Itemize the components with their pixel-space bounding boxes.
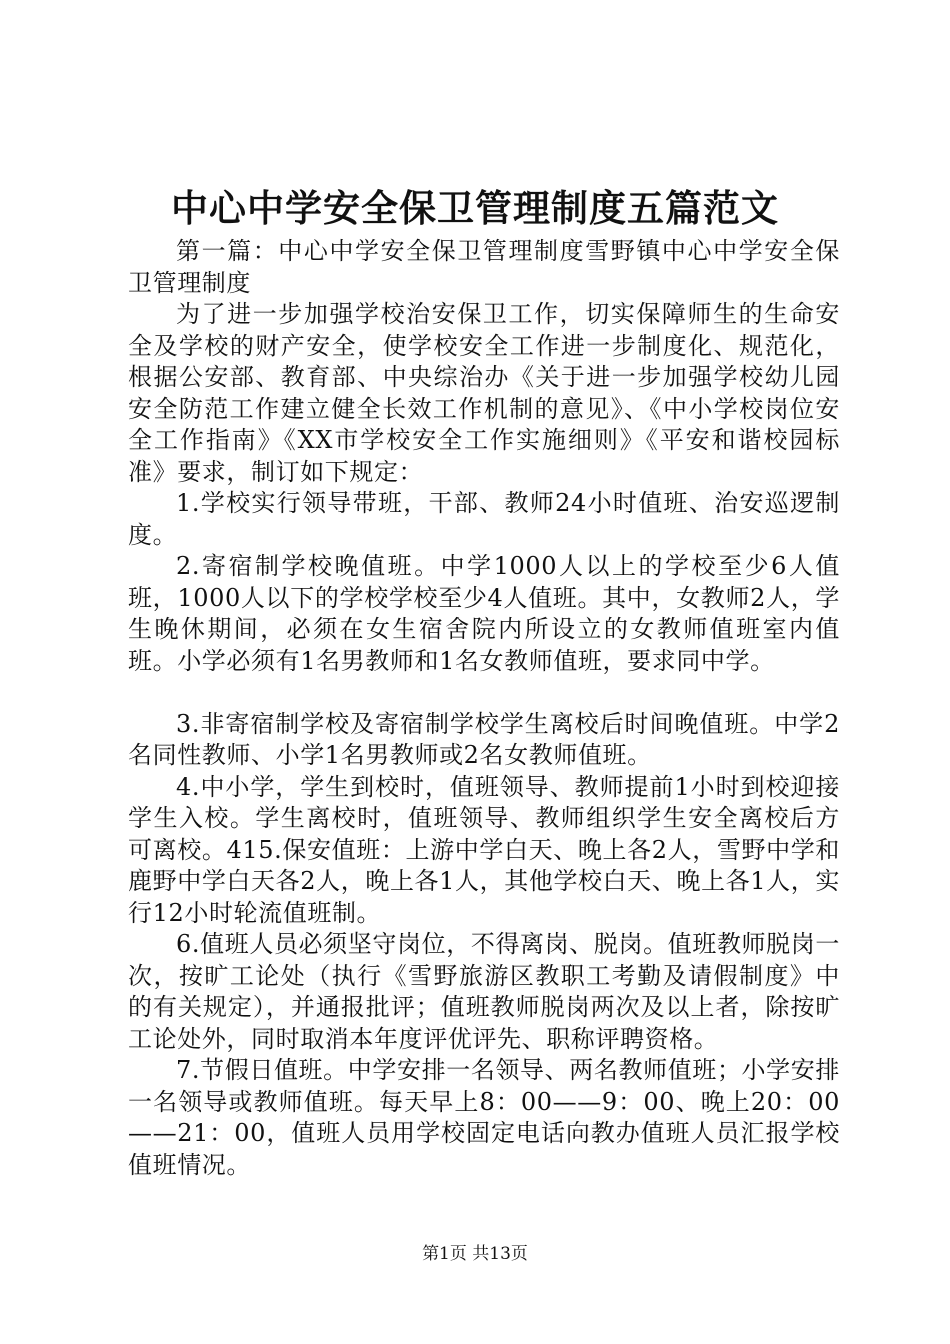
paragraph-rule-2: 2.寄宿制学校晚值班。中学1000人以上的学校至少6人值班，1000人以下的学校学校至少4人值班。其中，女教师2人，学生晚休期间，必须在女生宿舍院内所设立的女教师值班室内值班。小学必须有1名男教师和1名女教师值班，要求同中学。 <box>128 552 840 675</box>
paragraph-rule-4: 4.中小学，学生到校时，值班领导、教师提前1小时到校迎接学生入校。学生离校时，值班领导、教师组织学生安全离校后方可离校。415.保安值班：上游中学白天、晚上各2人，雪野中学和鹿野中学白天各2人，晚上各1人，其他学校白天、晚上各1人，实行12小时轮流值班制。 <box>128 772 840 927</box>
paragraph-rule-1: 1.学校实行领导带班，干部、教师24小时值班、治安巡逻制度。 <box>128 489 840 549</box>
paragraph-rule-3: 3.非寄宿制学校及寄宿制学校学生离校后时间晚值班。中学2名同性教师、小学1名男教师或2名女教师值班。 <box>128 709 840 769</box>
document-body <box>128 236 840 1181</box>
paragraph-intro: 为了进一步加强学校治安保卫工作，切实保障师生的生命安全及学校的财产安全，使学校安全工作进一步制度化、规范化，根据公安部、教育部、中央综治办《关于进一步加强学校幼儿园安全防范工作建立健全长效工作机制的意见》、《中小学校岗位安全工作指南》《XX市学校安全工作实施细则》《平安和谐校园标准》要求，制订如下规定： <box>128 300 840 486</box>
paragraph-rule-7: 7.节假日值班。中学安排一名领导、两名教师值班；小学安排一名领导或教师值班。每天早上8：00——9：00、晚上20：00——21：00，值班人员用学校固定电话向教办值班人员汇报学校值班情况。 <box>128 1056 840 1179</box>
document-title: 中心中学安全保卫管理制度五篇范文 <box>171 186 779 230</box>
paragraph-heading-first-article: 第一篇：中心中学安全保卫管理制度雪野镇中心中学安全保卫管理制度 <box>128 237 840 297</box>
paragraph-rule-6: 6.值班人员必须坚守岗位，不得离岗、脱岗。值班教师脱岗一次，按旷工论处（执行《雪野旅游区教职工考勤及请假制度》中的有关规定），并通报批评；值班教师脱岗两次及以上者，除按旷工论处外，同时取消本年度评优评先、职称评聘资格。 <box>128 930 840 1053</box>
page-number-footer: 第1页 共13页 <box>422 1244 528 1264</box>
